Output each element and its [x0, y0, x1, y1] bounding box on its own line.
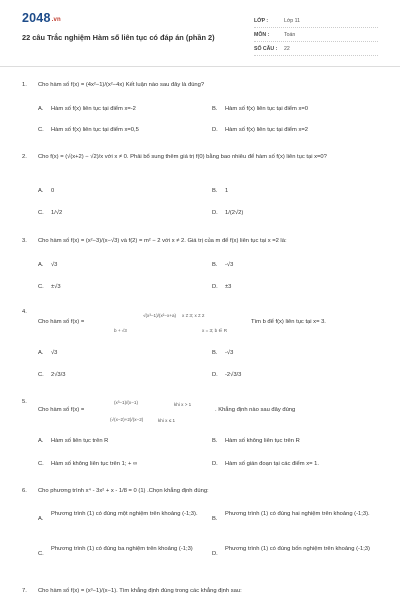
question-5: 5. Cho hàm số f(x) = (x³−1)/(x−1) (√(x−2)+2)/(x−2) khi x > 1 khi x ≤ 1 . Khẳng định nào sau đây đúng — [22, 399, 296, 423]
meta-row-subject: MÔN : Toán — [254, 28, 378, 42]
question-4: 4. Cho hàm số f(x) = √(x³−1)/(x²−x+a) b + √3 x ≠ 3; x ≠ 2 x = 3; b ∈ R Tìm b để f(x) liên tục tại x= 3. — [22, 309, 326, 333]
meta-row-count: SỐ CÂU : 22 — [254, 42, 378, 56]
site-logo[interactable]: 2048.vn — [22, 11, 61, 25]
meta-table — [254, 14, 378, 56]
page-title: 22 câu Trắc nghiệm Hàm số liên tục có đáp án (phần 2) — [22, 33, 215, 42]
meta-row-class: LỚP : Lớp 11 — [254, 14, 378, 28]
header-divider — [0, 66, 400, 67]
